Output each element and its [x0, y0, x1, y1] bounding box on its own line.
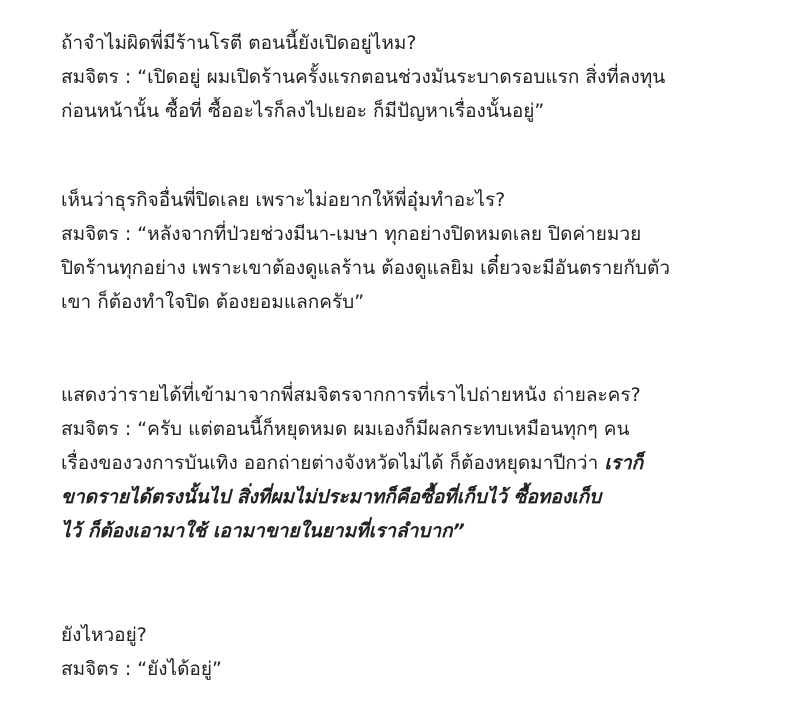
qa-block: [61, 183, 670, 319]
qa-block: [61, 378, 643, 548]
answer-text: สมจิตร : “ยังได้อยู่”: [61, 658, 222, 680]
answer-text-line: [61, 446, 643, 480]
answer-text: เรื่องของวงการบันเทิง ออกถ่ายต่างจังหวัดไม่ได้ ก็ต้องหยุดมาปีกว่า: [61, 452, 605, 474]
question-text: เห็นว่าธุรกิจอื่นพี่ปิดเลย เพราะไม่อยากให้พี่อุ๋มทำอะไร?: [61, 189, 506, 211]
question-text: แสดงว่ารายได้ที่เข้ามาจากพี่สมจิตรจากการที่เราไปถ่ายหนัง ถ่ายละคร?: [61, 384, 641, 406]
answer-text: สมจิตร : “หลังจากที่ป่วยช่วงมีนา-เมษา ทุกอย่างปิดหมดเลย ปิดค่ายมวย: [61, 223, 642, 245]
emphasized-quote: เราก็: [604, 452, 644, 474]
qa-block: [61, 618, 222, 686]
emphasized-quote: ขาดรายได้ตรงนั้นไป สิ่งที่ผมไม่ประมาทก็คือซื้อที่เก็บไว้ ซื้อทองเก็บ: [61, 486, 602, 508]
answer-text: ปิดร้านทุกอย่าง เพราะเขาต้องดูแลร้าน ต้องดูแลยิม เดี๋ยวจะมีอันตรายกับตัว: [61, 257, 670, 279]
emphasized-quote: ไว้ ก็ต้องเอามาใช้ เอามาขายในยามที่เราลำบาก”: [61, 520, 465, 542]
answer-text: สมจิตร : “เปิดอยู่ ผมเปิดร้านครั้งแรกตอนช่วงมันระบาดรอบแรก สิ่งที่ลงทุน: [61, 66, 666, 88]
answer-text: ก่อนหน้านั้น ซื้อที่ ซื้ออะไรก็ลงไปเยอะ ก็มีปัญหาเรื่องนั้นอยู่”: [61, 100, 545, 122]
answer-text: สมจิตร : “ครับ แต่ตอนนี้ก็หยุดหมด ผมเองก็มีผลกระทบเหมือนทุกๆ คน: [61, 418, 630, 440]
question-text: ถ้าจำไม่ผิดพี่มีร้านโรตี ตอนนี้ยังเปิดอยู่ไหม?: [61, 32, 417, 54]
question-text: ยังไหวอยู่?: [61, 624, 147, 646]
qa-block: [61, 26, 665, 128]
answer-text: เขา ก็ต้องทำใจปิด ต้องยอมแลกครับ”: [61, 291, 365, 313]
